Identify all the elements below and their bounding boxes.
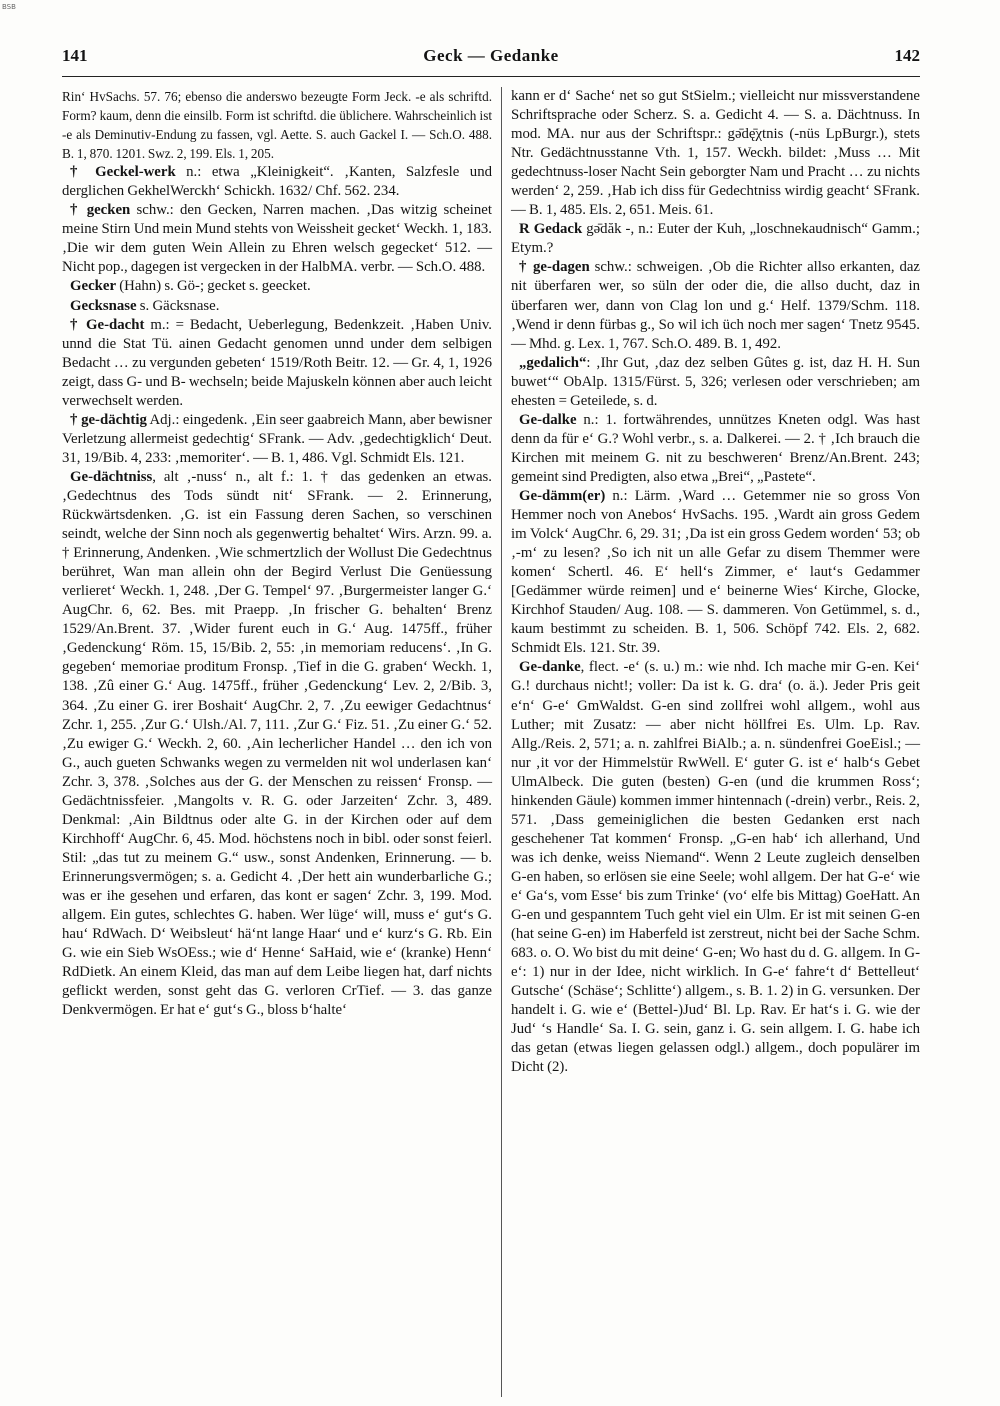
library-stamp: BSB <box>2 3 16 11</box>
entry-gecksnase: Gecksnase s. Gäcksnase. <box>70 297 220 314</box>
entry-continuation-right: kann er d‘ Sache‘ net so gut StSielm.; vielleicht nur missverstandene Schriftsprache oder Scherz. S. a. Gedicht 4. — S. a. Dächtnuss. In mod. MA. nur aus der Schriftspr.: gə̄dę̄χtnis (-nüs LpBurgr.), stets Ntr. Gedächtnusstanne Vth. 1, 157. Weckh. bildet: ‚Muss … Mit gedechtnuss-loser Nacht Sein geborgter Nam und Pracht … zu nichts werden‘ 2, 259. ‚Hab ich diss für Gedechtniss wirdig geacht‘ SFrank. — B. 1, 485. Els. 2, 651. Meis. 61. <box>511 88 920 219</box>
entry-ge-daechtig: † ge-dächtig Adj.: eingedenk. ‚Ein seer gaabreich Mann, aber bewisner Verletzung allermeist gedechtig‘ SFrank. — Adv. ‚gedechtigklich‘ Deut. 31, 19/Bib. 4, 233: ‚memoriter‘. — B. 1, 486. Vgl. Schmidt Els. 121. <box>62 411 492 466</box>
entry-ge-dacht: † Ge-dacht m.: = Bedacht, Ueberlegung, Bedenkzeit. ‚Haben Univ. unnd die Stat Tü. ainen Gedacht genomen unnd under dem selbigen Bedacht … zu vergunden gebeten‘ 1519/Roth Beitr. 12. — Gr. 4, 1, 1926 zeigt, dass G- und B- wechseln; beide Majuskeln können aber auch leicht verwechselt werden. <box>62 316 492 409</box>
left-column <box>62 87 492 1020</box>
entry-ge-dagen: † ge-dagen schw.: schweigen. ‚Ob die Richter allso erkanten, daz nit überfaren wer, so süln der oder die, die allso ducht, daz in überfaren wer, dann von Clag lon und g.‘ Helf. 1379/Schm. 118. ‚Wend ir denn fürbas g., So wil ich üch noch mer sagen‘ Tnetz 9545. — Mhd. g. Lex. 1, 767. Sch.O. 489. B. 1, 492. <box>511 259 920 352</box>
entry-continuation: Rin‘ HvSachs. 57. 76; ebenso die anderswo bezeugte Form Jeck. -e als schriftd. Form? kaum, denn die einsilb. Form ist schriftd. die üblichere. Wahrscheinlich ist -e als Deminutiv-Endung zu fassen, vgl. Aette. S. auch Gackel I. — Sch.O. 488. B. 1, 870. 1201. Swz. 2, 199. Els. 1, 205. <box>62 89 492 162</box>
page-header <box>62 46 920 72</box>
left-page-number: 141 <box>62 46 88 65</box>
entry-ge-daemmer: Ge-dämm(er) n.: Lärm. ‚Ward … Getemmer nie so gross Von Hemmer noch von Anebos‘ HvSachs. 195. ‚Wardt ain gross Gedem im Volck‘ AugChr. 6, 29. 31; ‚Da ist ein gross Gedem worden‘ 53; ob ‚-m‘ zu lesen? ‚So ich nit un alle Gefar zu disem Themmer were komen‘ Schertl. 46. E‘ hell‘s Zimmer, e‘ laut‘s Gedammer [Gedämmer würde reimen] und e‘ beinerne Wies‘ Kirche, Glocke, Kirchhof Stauden/ Aug. 108. — S. dammeren. Von Getümmel, s. d., kaum bestimmt zu scheiden. B. 1, 506. Schöpf 742. Els. 2, 682. Schmidt Els. 121. Str. 39. <box>511 487 920 657</box>
entry-gecker: Gecker (Hahn) s. Gö-; gecket s. geecket. <box>70 278 311 295</box>
entry-gedalich: „gedalich“: ‚Ihr Gut, ‚daz dez selben Gûtes g. ist, daz H. H. Sun buwet‘“ ObAlp. 1315/Fürst. 5, 326; verlesen oder verschrieben; am ehesten = Geteilede, s. d. <box>511 354 920 409</box>
entry-geckel-werk: † Geckel-werk n.: etwa „Kleinigkeit“. ‚Kanten, Salzfesle und derglichen GekhelWerckh‘ Schickh. 1632/ Chf. 562. 234. <box>62 164 492 200</box>
running-title: Geck — Gedanke <box>423 46 559 65</box>
entry-gecken: † gecken schw.: den Gecken, Narren machen. ‚Das witzig scheinet meine Stirn Und mein Mund stehts von Weissheit gecket‘ Weckh. 1, 183. ‚Die wir dem guten Wein Allein zu Ehren welsch gegecket‘ 512. — Nicht pop., dagegen ist vergecken in der HalbMA. verbr. — Sch.O. 488. <box>62 202 492 276</box>
entry-ge-daechtniss: Ge-dächtniss, alt ‚-nuss‘ n., alt f.: 1. † das gedenken an etwas. ‚Gedechtnus des Tods sündt nit‘ SFrank. — 2. Erinnerung, Rückwärtsdenken. ‚G. ist ein Fassung deren Sachen, so verschinen seindt, welche der Sinn noch als gegenwertig behaltet‘ Wirs. Arzn. 99. a. † Erinnerung, Andenken. ‚Wie schmertzlich der Wollust Die Gedechtnus berühret, Wan man allein ohn der Begird Verlust Die Genüessung verlieret‘ Weckh. 1, 248. ‚Der G. Tempel‘ 97. ‚Burgermeister langer G.‘ AugChr. 6, 62. Bes. mit Praepp. ‚In frischer G. behalten‘ Brenz 1529/An.Brent. 37. ‚Wider furent euch in G.‘ Aug. 1475ff., früher ‚Gedenckung‘ Röm. 15, 15/Bib. 2, 55: ‚in memoriam reducens‘. ‚In G. gegeben‘ memoriae proditum Fronsp. ‚Tief in die G. graben‘ Weckh. 1, 138. ‚Zû einer G.‘ Aug. 1475ff., früher ‚Gedenckung‘ Lev. 2, 2/Bib. 3, 364. ‚Zu einer G. irer Boshait‘ AugChr. 2, 7. ‚Zu eewiger Gedachtnus‘ Zchr. 1, 255. ‚Zur G.‘ Ulsh./Al. 7, 111. ‚Zur G.‘ Fiz. 51. ‚Zu einer G.‘ 52. ‚Zu ewiger G.‘ Weckh. 2, 60. ‚Ain lecherlicher Handel … den ich von G., auch gueten Schwanks wegen zu vermelden nit wol underlasen kan‘ Zchr. 3, 378. ‚Solches aus der G. der Menschen zu reissen‘ Fronsp. — Gedächtnissfeier. ‚Mangolts v. R. G. oder Jarzeiten‘ Zchr. 3, 489. Denkmal: ‚Ain Bildtnus oder alte G. in der Kirchen oder auf dem Kirchhoff‘ AugChr. 6, 45. Mod. höchstens noch in bibl. oder sonst feierl. Stil: „das tut zu meinem G.“ usw., sonst Andenken, Erinnerung. — b. Erinnerungsvermögen; s. a. Gedicht 4. ‚Der hett ain wunderbarliche G.; was er ihe gesehen und erfaren, das kont er sagen‘ Zchr. 3, 199. Mod. allgem. Ein gutes, schlechtes G. haben. Wer lüge‘ will, muss e‘ gut‘s G. hau‘ RdWach. D‘ Weibsleut‘ hä‘nt lange Haar‘ und e‘ kurz‘s G. Rb. Ein G. wie ein Sieb WsOEss.; wie d‘ Henne‘ SaHaid, wie e‘ (kranke) Henn‘ RdDietk. An einem Kleid, das man auf dem Leibe liegen hat, darf nichts geflickt werden, sonst geht das G. verloren CrTief. — 3. das ganze Denkvermögen. Er hat e‘ gut‘s G., bloss b‘halte‘ <box>62 468 492 1019</box>
entry-ge-dalke: Ge-dalke n.: 1. fortwährendes, unnützes Kneten odgl. Was hast denn da für e‘ G.? Wohl verbr., s. a. Dalkerei. — 2. † ‚Ich brauch die Kirchen mit meinem G. nit zu beschweren‘ Brenz/An.Brent. 243; gemeint sind Predigten, also etwa „Brei“, „Pastete“. <box>511 411 920 485</box>
right-column <box>511 87 920 1077</box>
header-rule <box>62 76 920 77</box>
entry-gedack: R Gedack gə̄dăk -, n.: Euter der Kuh, „loschnekaudnisch“ Gamm.; Etym.? <box>511 221 920 257</box>
column-divider <box>501 87 502 1397</box>
entry-ge-danke: Ge-danke, flect. -e‘ (s. u.) m.: wie nhd. Ich mache mir G-en. Kei‘ G.! durchaus nicht!; voller: Da ist k. G. dra‘ (o. ä.). Jeder Pris geit e‘n‘ G-e‘ GmWaldst. G-en sind zollfrei wohl allgem., wohl aus Luther; mit Zusatz: — aber nicht höllfrei Es. Ulm. Lp. Rav. Allg./Reis. 2, 571; a. n. zahlfrei BiAlb.; a. n. sündenfrei GoeEisl.; — nur ‚it vor der Himmelstür RwWell. E‘ guter G. ist e‘ halb‘s Gebet UlmAlbeck. Die guten (besten) G-en (und die krummen Ross‘; hinkenden Gäule) kommen immer hintennach (-drein) verbr., Reis. 2, 571. ‚Dass gemeiniglichen die besten Gedanken erst nach geschehener Tat kommen‘ Fronsp. „G-en hab‘ ich allerhand, Und was ich denke, weiss Niemand“. Wenn 2 Leute zugleich denselben G-en haben, so erlösen sie eine Seele; wohl allgem. Der hat G-e‘ wie e‘ Ga‘s, vom Esse‘ bis zum Trinke‘ (vo‘ elfe bis Mittag) GoeHatt. An G-en und gespanntem Tuch geht viel ein Ulm. Er ist mit seinen G-en (hat seine G-en) im Haberfeld ist zerstreut, nicht bei der Sache Schm. 683. o. O. Wo bist du mit deine‘ G-en; Wo hast du d. G. allgem. In G-e‘: 1) nur in der Idee, nicht wirklich. In G-e‘ fahre‘t d‘ Bettelleut‘ Gutsche‘ (Schäse‘; Schlitte‘) allgem., s. B. 1. 2) in G. versunken. Der handelt i. G. wie e‘ (Bettel-)Jud‘ Bl. Lp. Rav. Er hat‘s i. G. wie der Jud‘ ‘s Handle‘ Sa. I. G. sein, ganz i. G. sein allgem. I. G. habe ich das getan (etwas liegen gelassen odgl.) allgem., doch populärer im Dicht (2). <box>511 659 920 1076</box>
right-page-number: 142 <box>894 46 920 65</box>
